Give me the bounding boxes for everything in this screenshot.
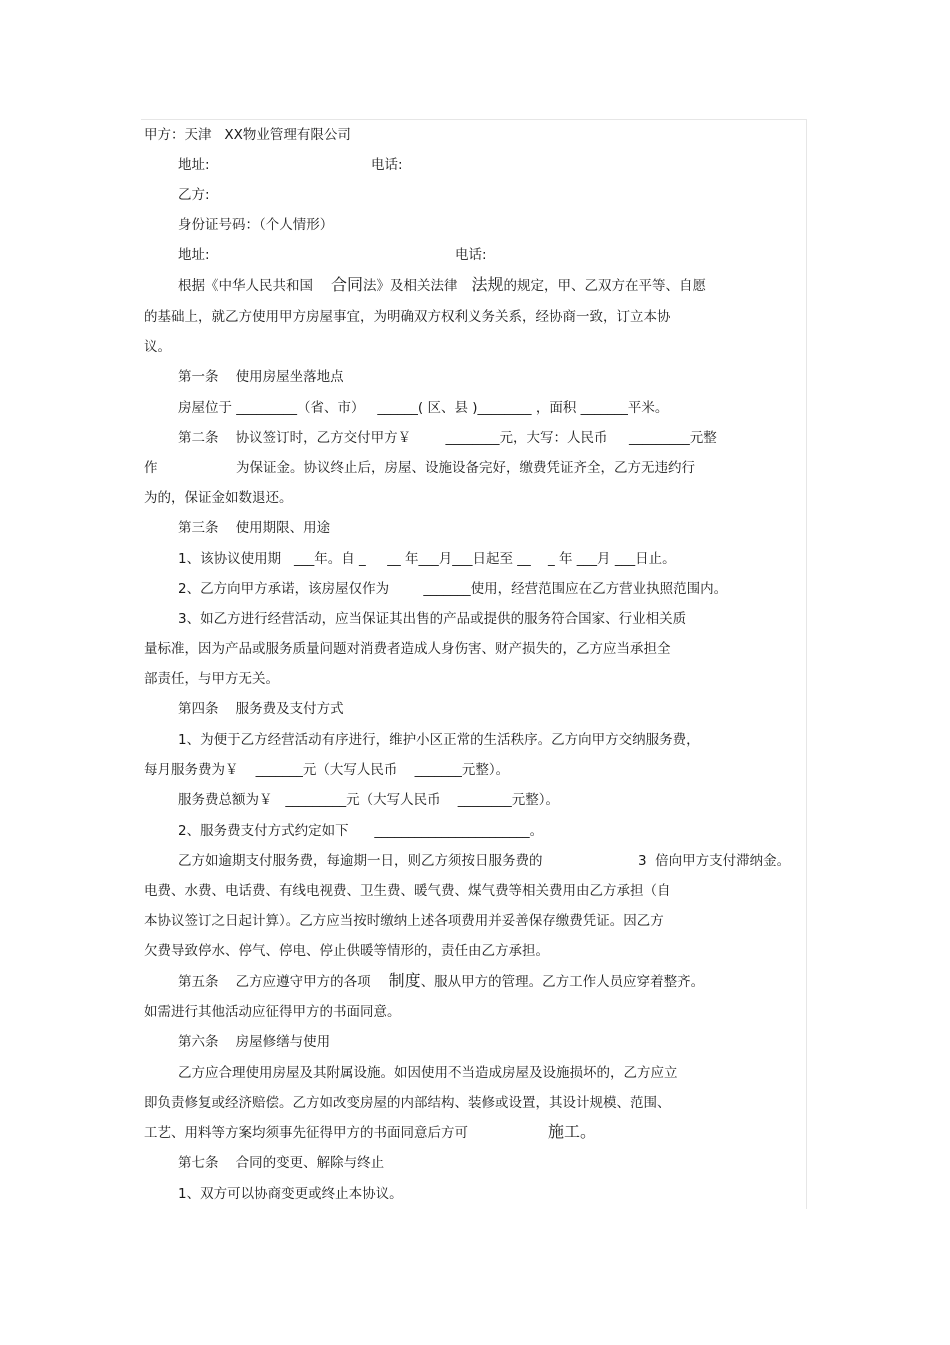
article-4-late-fee-b: 3 倍向甲方支付滞纳金。 [638,853,791,869]
article-4-title: 第四条 服务费及支付方式 [178,701,344,717]
intro-term-regulations: 法规 [471,275,504,294]
article-6-line-3a: 工艺、用料等方案均须事先征得甲方的书面同意后方可 [144,1125,468,1141]
article-3-title: 第三条 使用期限、用途 [178,520,331,536]
party-a-phone-label: 电话: [371,157,403,173]
intro-line-1 [178,276,706,295]
article-3-clause-3c: 部责任，与甲方无关。 [144,671,279,687]
party-a-address-label: 地址: [178,157,210,173]
id-number-line: 身份证号码：（个人情形） [178,217,334,233]
article-3-clause-1: 1、该协议使用期 ___年。自 _ __ 年___月___日起至 __ _ 年 ___月 ___日止。 [178,551,676,567]
intro-line-2: 的基础上，就乙方使用甲方房屋事宜，为明确双方权利义务关系，经协商一致，订立本协 [144,309,671,325]
article-4-clause-1a: 1、为便于乙方经营活动有序进行，维护小区正常的生活秩序。乙方向甲方交纳服务费， [178,732,700,748]
article-4-late-fee-a: 乙方如逾期支付服务费，每逾期一日，则乙方须按日服务费的 [178,853,543,869]
article-7-clause-1: 1、双方可以协商变更或终止本协议。 [178,1186,403,1202]
article-3-clause-3a: 3、如乙方进行经营活动，应当保证其出售的产品或提供的服务符合国家、行业相关质 [178,611,687,627]
article-5-text-a: 第五条 乙方应遵守甲方的各项 [178,974,371,990]
article-2-line-1: 第二条 协议签订时，乙方交付甲方￥ ________元，大写：人民币 _________元整 [178,430,717,446]
article-5-line-1 [178,972,704,991]
article-2-line-3: 为的，保证金如数退还。 [144,490,293,506]
party-a-line: 甲方：天津 XX物业管理有限公司 [144,127,351,143]
article-6-line-2: 即负责修复或经济赔偿。乙方如改变房屋的内部结构、装修或设置，其设计规模、范围、 [144,1095,671,1111]
article-7-title: 第七条 合同的变更、解除与终止 [178,1155,385,1171]
article-6-line-3b: 施工。 [548,1122,597,1141]
article-5-term-rules: 制度 [388,971,421,990]
article-4-clause-2: 2、服务费支付方式约定如下 _______________________。 [178,823,544,839]
intro-text-a: 根据《中华人民共和国 [178,278,313,294]
article-1-body: 房屋位于 _________（省、市） ______( 区、县 )________ ，面积 _______平米。 [178,400,669,416]
article-4-utilities-1: 电费、水费、电话费、有线电视费、卫生费、暖气费、煤气费等相关费用由乙方承担（自 [144,883,671,899]
article-2-line-2a: 作 [144,460,158,476]
party-b-address-label: 地址: [178,247,210,263]
intro-term-contract: 合同 [331,275,364,294]
article-6-title: 第六条 房屋修缮与使用 [178,1034,331,1050]
article-5-line-2: 如需进行其他活动应征得甲方的书面同意。 [144,1004,401,1020]
article-4-utilities-3: 欠费导致停水、停气、停电、停止供暖等情形的，责任由乙方承担。 [144,943,549,959]
intro-line-3: 议。 [144,339,171,355]
party-b-phone-label: 电话: [455,247,487,263]
article-1-title: 第一条 使用房屋坐落地点 [178,369,344,385]
article-5-text-b: 、服从甲方的管理。乙方工作人员应穿着整齐。 [420,974,705,990]
article-4-utilities-2: 本协议签订之日起计算）。乙方应当按时缴纳上述各项费用并妥善保存缴费凭证。因乙方 [144,913,664,929]
intro-text-c: 的规定，甲、乙双方在平等、自愿 [503,278,707,294]
party-b-line: 乙方: [178,187,210,203]
article-6-line-1: 乙方应合理使用房屋及其附属设施。如因使用不当造成房屋及设施损坏的，乙方应立 [178,1065,678,1081]
intro-text-b: 法》及相关法律 [363,278,458,294]
article-2-line-2b: 为保证金。协议终止后，房屋、设施设备完好，缴费凭证齐全，乙方无违约行 [236,460,695,476]
article-4-total-fee: 服务费总额为￥ _________元（大写人民币 ________元整）。 [178,792,560,808]
article-3-clause-2: 2、乙方向甲方承诺，该房屋仅作为 _______使用，经营范围应在乙方营业执照范围内。 [178,581,728,597]
article-4-clause-1b: 每月服务费为￥ _______元（大写人民币 _______元整）。 [144,762,510,778]
article-3-clause-3b: 量标准，因为产品或服务质量问题对消费者造成人身伤害、财产损失的，乙方应当承担全 [144,641,671,657]
